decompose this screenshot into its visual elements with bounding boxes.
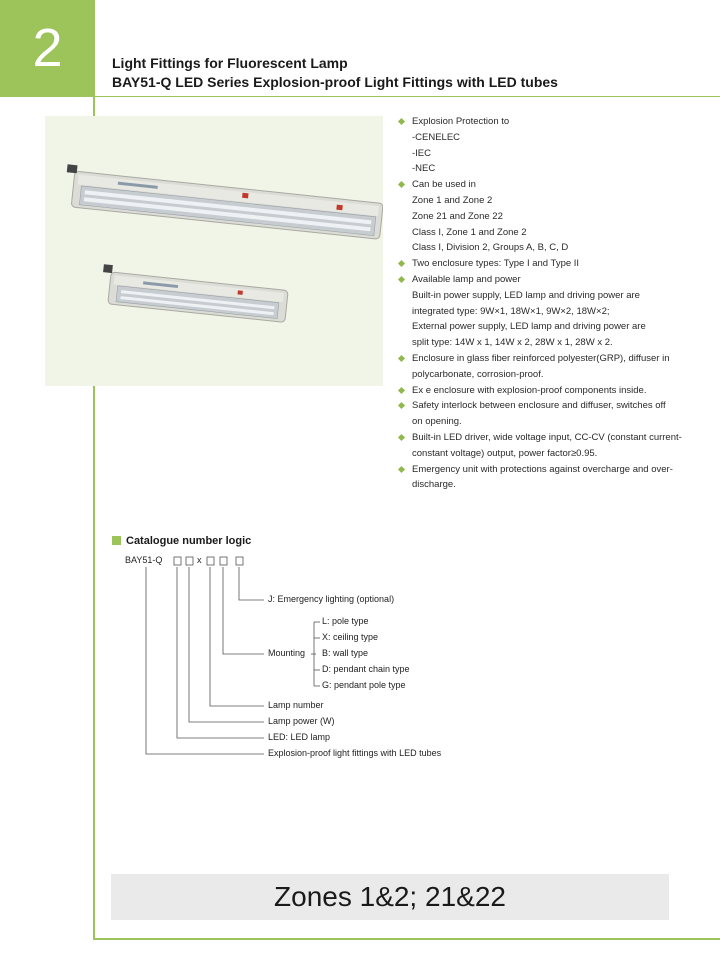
feature-text: Can be used in (412, 179, 476, 191)
fittings-label: Explosion-proof light fittings with LED tubes (268, 748, 442, 758)
feature-text: Enclosure in glass fiber reinforced polyester(GRP), diffuser in (412, 352, 670, 364)
feature-text: Class I, Zone 1 and Zone 2 (412, 226, 527, 238)
feature-text: -NEC (412, 163, 436, 175)
feature-text: Built-in LED driver, wide voltage input, CC-CV (constant current- (412, 431, 682, 443)
feature-text: Zone 1 and Zone 2 (412, 194, 493, 206)
feature-text: on opening. (412, 416, 462, 428)
feature-text: Class I, Division 2, Groups A, B, C, D (412, 242, 569, 254)
feature-text: integrated type: 9W×1, 18W×1, 9W×2, 18W×2; (412, 305, 610, 317)
feature-text: Available lamp and power (412, 273, 521, 285)
zones-banner (111, 874, 669, 920)
feature-text: Built-in power supply, LED lamp and driving power are (412, 289, 640, 301)
led-lamp-label: LED: LED lamp (268, 732, 331, 742)
feature-text: Explosion Protection to (412, 116, 510, 127)
feature-text: -IEC (412, 147, 431, 159)
feature-text: -CENELEC (412, 131, 461, 143)
feature-text: Safety interlock between enclosure and diffuser, switches off (412, 400, 666, 412)
mounting-option: D: pendant chain type (322, 664, 410, 674)
feature-text: Ex e enclosure with explosion-proof components inside. (412, 384, 647, 396)
feature-text: Emergency unit with protections against overcharge and over- (412, 463, 673, 475)
lamp-power-label: Lamp power (W) (268, 716, 335, 726)
zones-text: Zones 1&2; 21&22 (274, 881, 506, 912)
code-box-lamp-number (207, 557, 214, 565)
page-subtitle: BAY51-Q LED Series Explosion-proof Light Fittings with LED tubes (112, 74, 558, 90)
multiplier-sign: x (197, 555, 202, 565)
feature-text: polycarbonate, corrosion-proof. (412, 368, 544, 380)
page-title: Light Fittings for Fluorescent Lamp (112, 55, 348, 71)
emergency-label: J: Emergency lighting (optional) (268, 594, 395, 604)
lamp-number-label: Lamp number (268, 700, 324, 710)
mounting-label: Mounting (268, 648, 306, 658)
mounting-option: B: wall type (322, 648, 369, 658)
mounting-option: G: pendant pole type (322, 680, 406, 690)
feature-text: discharge. (412, 479, 456, 491)
catalogue-prefix: BAY51-Q (125, 555, 163, 565)
feature-text: Two enclosure types: Type I and Type II (412, 258, 580, 270)
feature-text: External power supply, LED lamp and driving power are (412, 321, 646, 333)
mounting-option: X: ceiling type (322, 632, 379, 642)
code-box-lamp-power (186, 557, 193, 565)
mounting-option: L: pole type (322, 616, 369, 626)
catalogue-heading-text: Catalogue number logic (126, 535, 252, 547)
feature-text: constant voltage) output, power factor≥0.95. (412, 447, 598, 459)
code-box-mounting (220, 557, 227, 565)
code-box-emergency (236, 557, 243, 565)
feature-text: Zone 21 and Zone 22 (412, 210, 503, 222)
code-box-lamp-type (174, 557, 181, 565)
chapter-number: 2 (32, 18, 63, 78)
feature-text: split type: 14W x 1, 14W x 2, 28W x 1, 28W x 2. (412, 337, 613, 349)
